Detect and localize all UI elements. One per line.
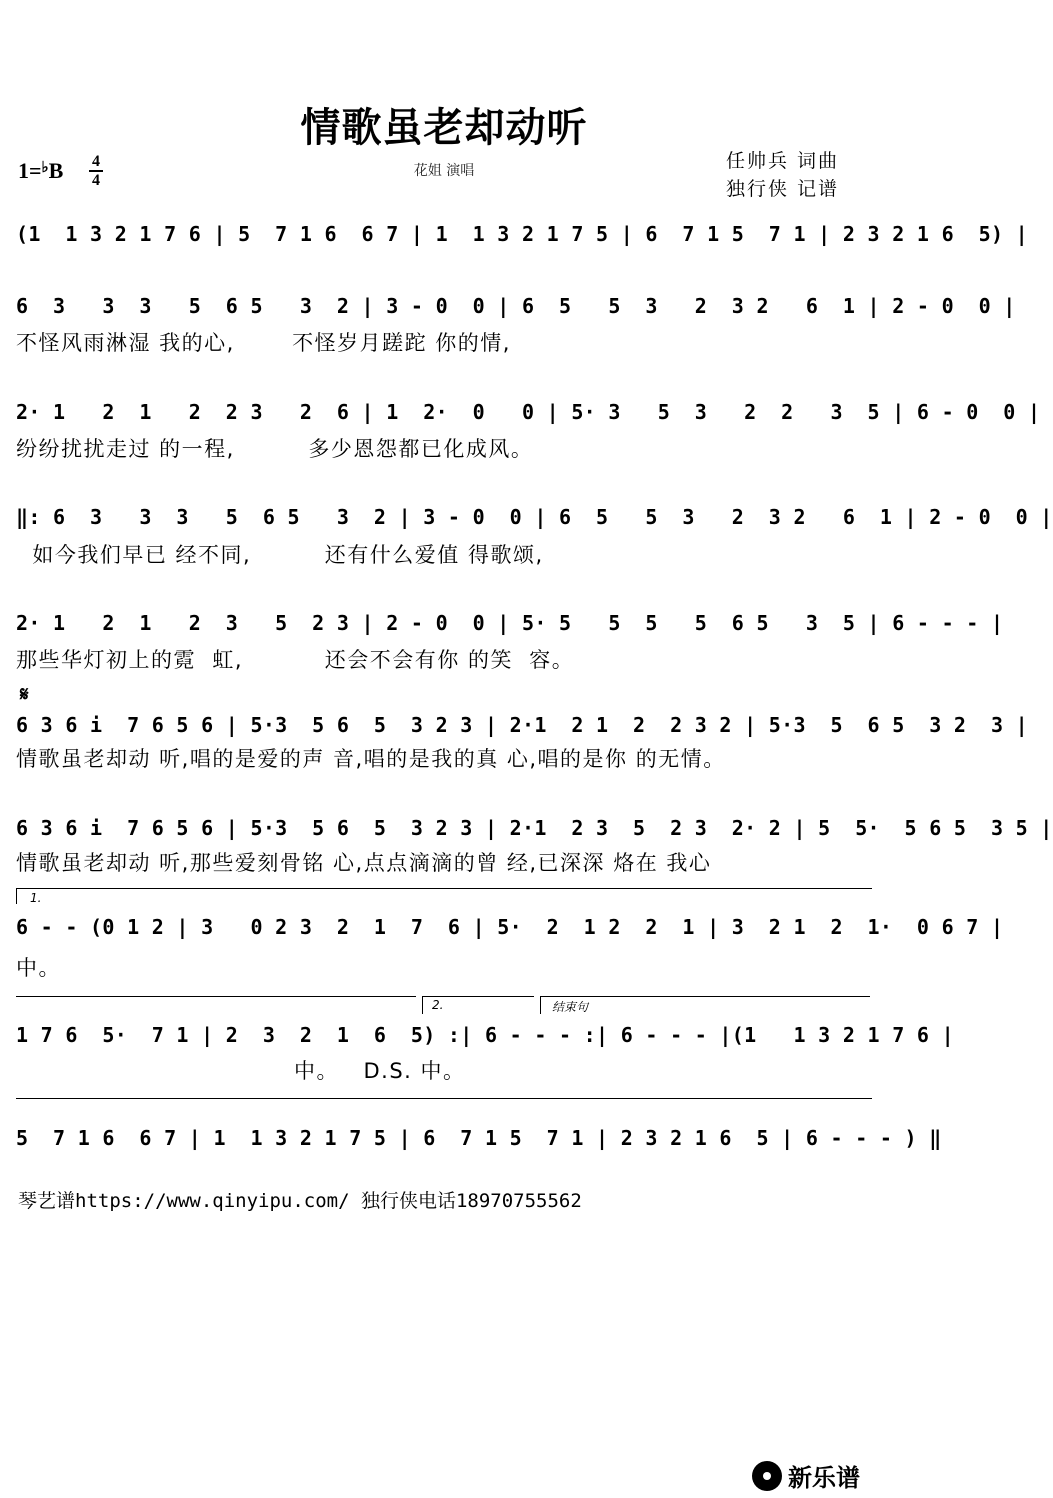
lyric-line-8: 中。 (16, 956, 61, 980)
lyricist-composer-credit: 任帅兵 词曲 (726, 150, 840, 172)
lyric-line-9: 中。 D.S. 中。 (16, 1059, 466, 1083)
notation-line-4: ‖: 6 3 3 3 5 6 5 3 2 | 3 - 0 0 | 6 5 5 3 2 3 2 6 1 | 2 - 0 0 | (16, 505, 1053, 529)
lyric-line-5: 那些华灯初上的霓 虹, 还会不会有你 的笑 容。 (16, 648, 575, 672)
notation-line-3: 2· 1 2 1 2 2 3 2 6 | 1 2· 0 0 | 5· 3 5 3 2 2 3 5 | 6 - 0 0 | (16, 400, 1041, 424)
volta-1-bracket-edge (16, 888, 17, 904)
key-prefix: 1= (18, 158, 42, 183)
time-signature-bottom: 4 (92, 172, 100, 189)
volta-2-bracket-edge (422, 996, 423, 1014)
lyric-line-4: 如今我们早已 经不同, 还有什么爱值 得歌颂, (16, 543, 544, 567)
volta-1-bracket (16, 888, 872, 889)
segno-sign: 𝄋 (20, 682, 29, 706)
lyric-line-2: 不怪风雨淋湿 我的心, 不怪岁月蹉跎 你的情, (16, 331, 511, 355)
key-note: B (48, 158, 64, 183)
notation-line-1: (1 1 3 2 1 7 6 | 5 7 1 6 6 7 | 1 1 3 2 1 7 5 | 6 7 1 5 7 1 | 2 3 2 1 6 5) | (16, 222, 1028, 246)
notation-line-6: 6 3 6 i 7 6 5 6 | 5·3 5 6 5 3 2 3 | 2·1 2 1 2 2 3 2 | 5·3 5 6 5 3 2 3 | (16, 713, 1028, 737)
site-logo (752, 1458, 860, 1493)
notation-line-2: 6 3 3 3 5 6 5 3 2 | 3 - 0 0 | 6 5 5 3 2 3 2 6 1 | 2 - 0 0 | (16, 294, 1016, 318)
volta-1-label: 1. (30, 891, 42, 905)
volta-2-bracket (422, 996, 534, 997)
repeat-bracket (16, 996, 416, 997)
time-signature-top: 4 (92, 153, 100, 170)
ending-bracket (540, 996, 870, 997)
final-line-bracket (16, 1098, 872, 1099)
volta-2-label: 2. (432, 998, 444, 1012)
music-disc-icon (752, 1461, 782, 1491)
singer-credit: 花姐 演唱 (413, 163, 475, 179)
key-flat: ♭ (41, 160, 49, 176)
transcriber-credit: 独行侠 记谱 (726, 178, 840, 200)
ending-label: 结束句 (552, 1000, 589, 1014)
lyric-line-7: 情歌虽老却动 听,那些爱刻骨铭 心,点点滴滴的曾 经,已深深 烙在 我心 (16, 851, 712, 875)
ending-bracket-edge (540, 996, 541, 1014)
song-title: 情歌虽老却动听 (300, 104, 588, 151)
lyric-line-3: 纷纷扰扰走过 的一程, 多少恩怨都已化成风。 (16, 437, 534, 461)
lyric-line-6: 情歌虽老却动 听,唱的是爱的声 音,唱的是我的真 心,唱的是你 的无情。 (16, 747, 726, 771)
footer-text: 琴艺谱https://www.qinyipu.com/ 独行侠电话18970755562 (18, 1190, 582, 1212)
notation-line-7: 6 3 6 i 7 6 5 6 | 5·3 5 6 5 3 2 3 | 2·1 2 3 5 2 3 2· 2 | 5 5· 5 6 5 3 5 | (16, 816, 1053, 840)
notation-line-9: 1 7 6 5· 7 1 | 2 3 2 1 6 5) :| 6 - - - :| 6 - - - |(1 1 3 2 1 7 6 | (16, 1023, 954, 1047)
notation-line-5: 2· 1 2 1 2 3 5 2 3 | 2 - 0 0 | 5· 5 5 5 5 6 5 3 5 | 6 - - - | (16, 611, 1004, 635)
notation-line-10: 5 7 1 6 6 7 | 1 1 3 2 1 7 5 | 6 7 1 5 7 1 | 2 3 2 1 6 5 | 6 - - - ) ‖ (16, 1126, 942, 1150)
notation-line-8: 6 - - (0 1 2 | 3 0 2 3 2 1 7 6 | 5· 2 1 2 2 1 | 3 2 1 2 1· 0 6 7 | (16, 915, 1004, 939)
logo-text: 新乐谱 (788, 1464, 860, 1492)
